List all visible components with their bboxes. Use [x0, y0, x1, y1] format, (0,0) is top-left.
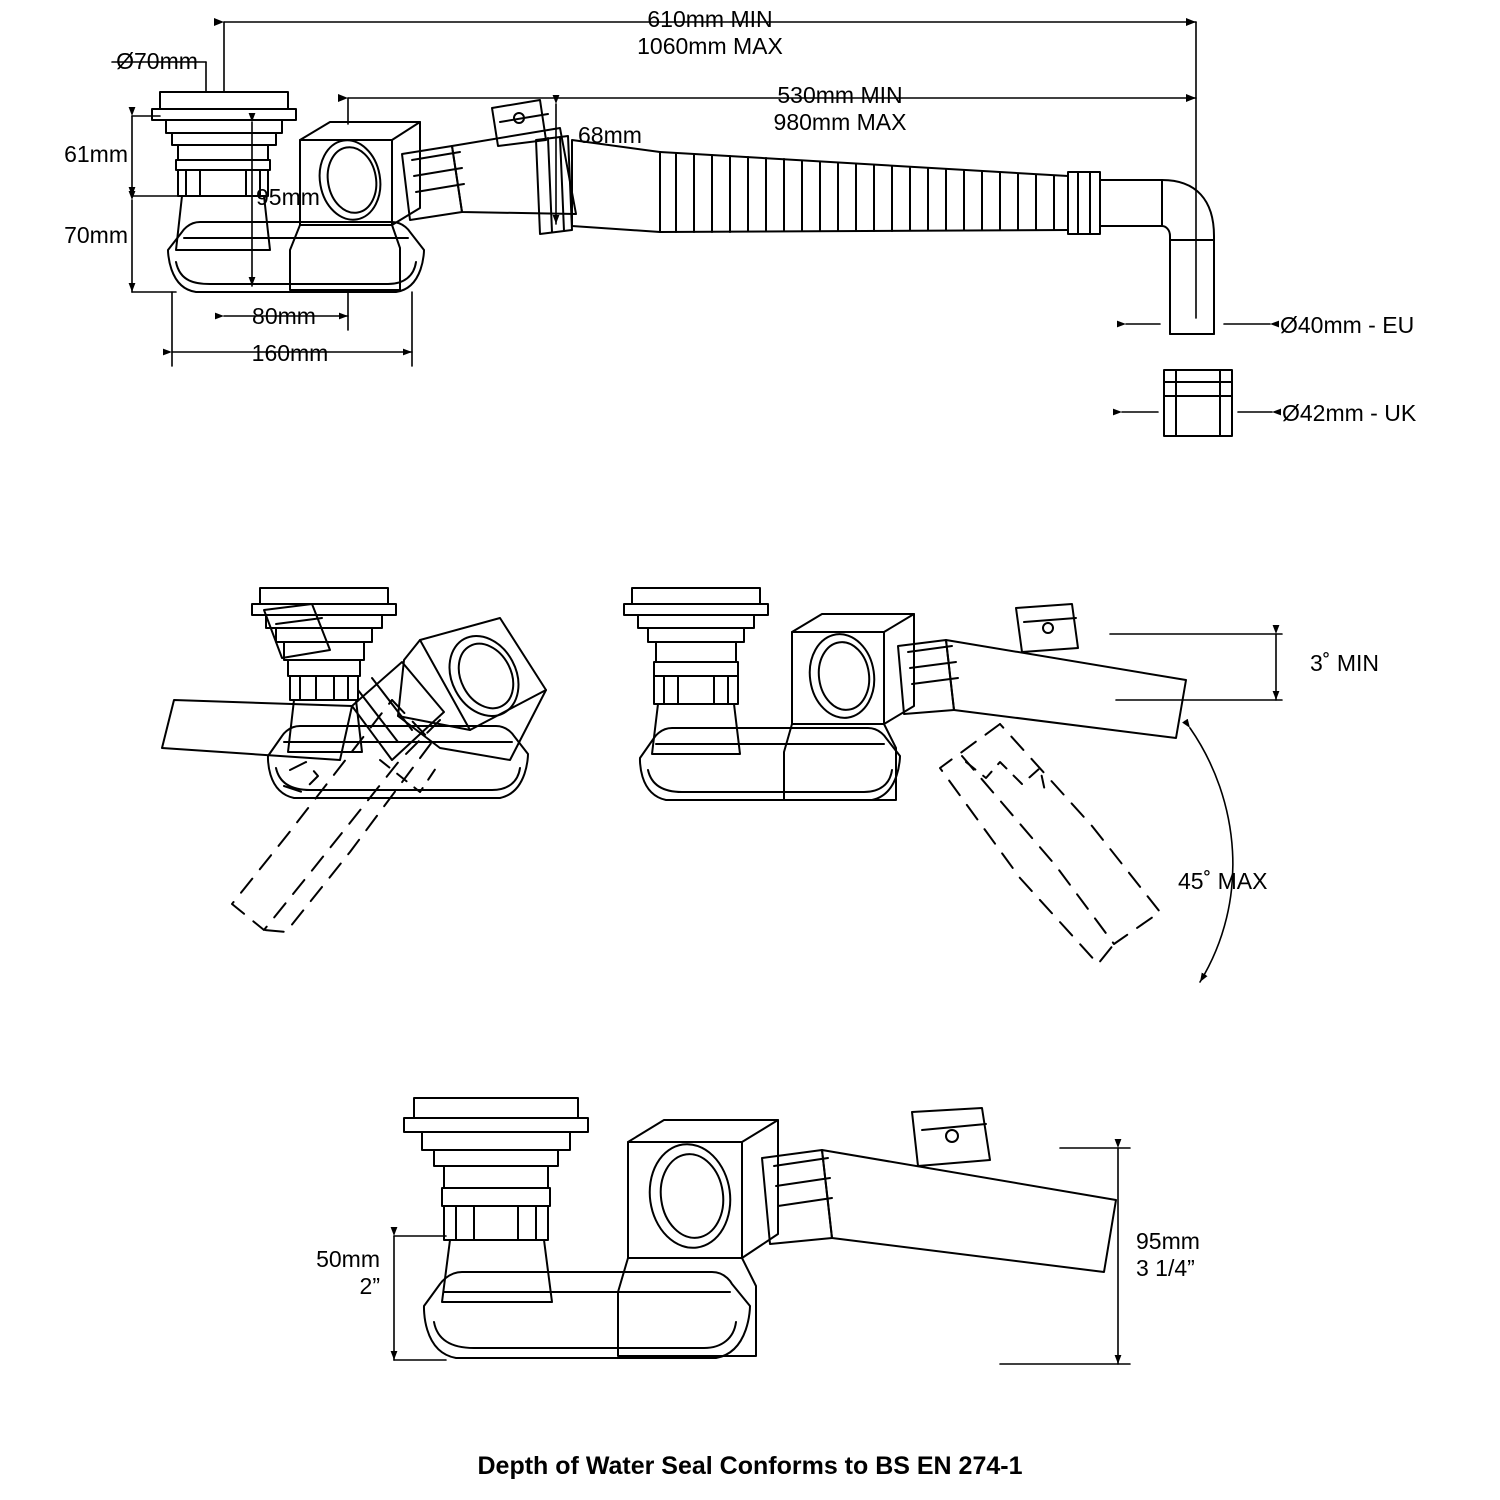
dimension-height-61: 61mm	[64, 141, 128, 167]
dimension-width-160: 160mm	[251, 340, 329, 366]
annotation-angle-max: 45˚ MAX	[1178, 868, 1268, 894]
dimension-hose-length: 530mm MIN 980mm MAX	[773, 82, 907, 136]
dimension-outlet-uk: Ø42mm - UK	[1282, 400, 1417, 426]
dimension-height-95: 95mm	[256, 184, 320, 210]
dimension-height-70: 70mm	[64, 222, 128, 248]
dimension-overall-length: 610mm MIN 1060mm MAX	[637, 6, 783, 60]
top-assembly-drawing	[152, 92, 1232, 436]
middle-right-view	[624, 588, 1186, 964]
bottom-dimension-lines	[394, 1148, 1130, 1364]
dimension-plug-diameter: Ø70mm	[116, 48, 198, 74]
annotation-trap-height: 95mm 3 1/4”	[1136, 1228, 1200, 1282]
middle-annotation-lines	[1110, 634, 1282, 982]
dimension-width-80: 80mm	[252, 303, 316, 329]
bottom-view	[404, 1098, 1116, 1358]
dimension-height-68: 68mm	[578, 122, 642, 148]
annotation-seal-depth: 50mm 2”	[316, 1246, 380, 1300]
footer-note: Depth of Water Seal Conforms to BS EN 274-1	[477, 1452, 1023, 1480]
annotation-angle-min: 3˚ MIN	[1310, 650, 1379, 676]
dimension-outlet-eu: Ø40mm - EU	[1280, 312, 1415, 338]
middle-left-view	[162, 588, 546, 932]
